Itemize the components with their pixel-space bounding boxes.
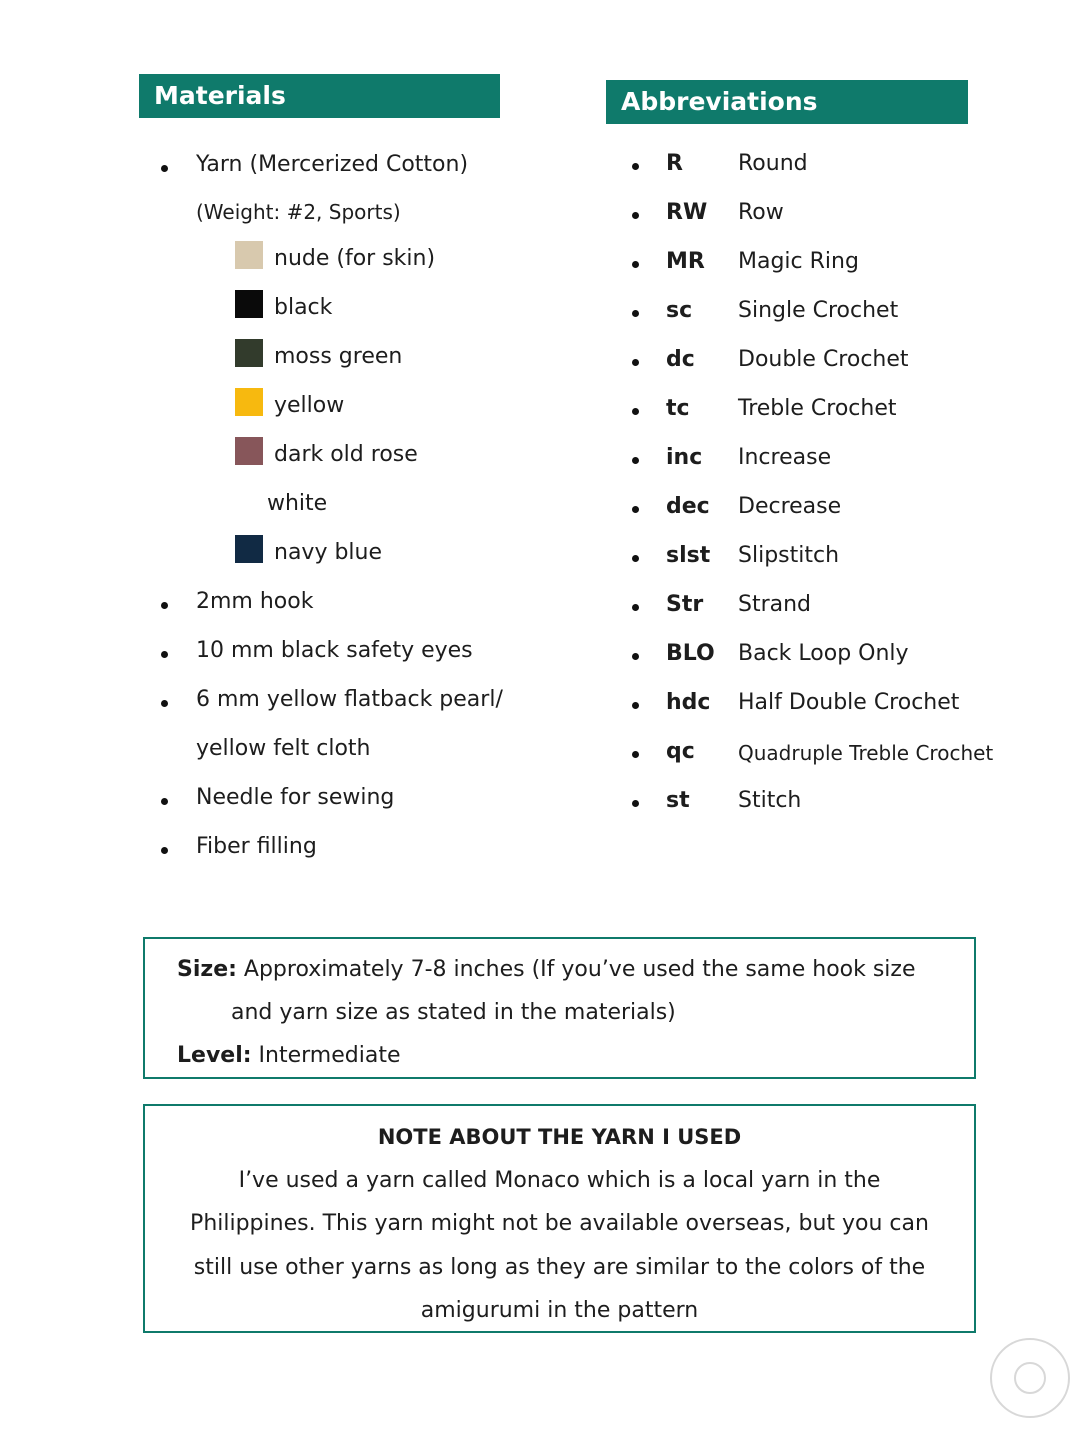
- eyes-item: 10 mm black safety eyes: [196, 638, 473, 663]
- bullet-icon: [632, 506, 639, 513]
- pearl-item-cont: yellow felt cloth: [196, 736, 371, 761]
- color-name: nude (for skin): [274, 246, 436, 271]
- bullet-icon: [632, 800, 639, 807]
- bullet-icon: [632, 261, 639, 268]
- abbreviation-meaning: Quadruple Treble Crochet: [738, 741, 994, 765]
- bullet-icon: [632, 604, 639, 611]
- abbreviation-code: Str: [666, 592, 704, 617]
- bullet-icon: [161, 651, 168, 658]
- abbreviation-meaning: Decrease: [738, 494, 842, 519]
- color-name: yellow: [274, 393, 345, 418]
- yarn-label: Yarn (Mercerized Cotton): [196, 152, 469, 177]
- abbreviation-meaning: Round: [738, 151, 808, 176]
- color-swatch: [235, 486, 263, 514]
- level-label: Level:: [177, 1043, 252, 1068]
- bullet-icon: [632, 212, 639, 219]
- note-line: amigurumi in the pattern: [420, 1298, 699, 1323]
- note-line: I’ve used a yarn called Monaco which is a local yarn in the: [238, 1168, 881, 1193]
- color-name: navy blue: [274, 540, 383, 565]
- bullet-icon: [632, 310, 639, 317]
- color-swatch: [235, 241, 263, 269]
- color-name: black: [274, 295, 333, 320]
- abbreviation-meaning: Half Double Crochet: [738, 690, 960, 715]
- abbreviation-meaning: Stitch: [738, 788, 802, 813]
- bullet-icon: [161, 847, 168, 854]
- color-swatch: [235, 290, 263, 318]
- abbreviation-meaning: Slipstitch: [738, 543, 840, 568]
- abbreviation-code: qc: [666, 739, 695, 764]
- bullet-icon: [161, 798, 168, 805]
- needle-item: Needle for sewing: [196, 785, 395, 810]
- abbreviation-code: st: [666, 788, 690, 813]
- abbreviation-meaning: Increase: [738, 445, 832, 470]
- abbreviation-meaning: Single Crochet: [738, 298, 899, 323]
- size-value: Approximately 7-8 inches (If you’ve used the same hook size: [236, 957, 916, 982]
- bullet-icon: [632, 408, 639, 415]
- bullet-icon: [632, 555, 639, 562]
- abbreviation-meaning: Strand: [738, 592, 812, 617]
- abbreviation-code: sc: [666, 298, 693, 323]
- color-name: dark old rose: [274, 442, 418, 467]
- stamp-inner-icon: [1014, 1362, 1046, 1394]
- bullet-icon: [632, 702, 639, 709]
- size-level-box: [143, 937, 976, 1079]
- abbreviation-meaning: Magic Ring: [738, 249, 859, 274]
- abbreviation-code: slst: [666, 543, 711, 568]
- abbreviation-code: R: [666, 151, 683, 176]
- abbreviation-meaning: Row: [738, 200, 784, 225]
- note-title: NOTE ABOUT THE YARN I USED: [377, 1125, 742, 1149]
- size-line: [177, 957, 916, 982]
- mushroom-stamp-icon: [990, 1338, 1070, 1418]
- bullet-icon: [161, 700, 168, 707]
- filling-item: Fiber filling: [196, 834, 317, 859]
- abbreviation-meaning: Treble Crochet: [738, 396, 897, 421]
- color-name: moss green: [274, 344, 403, 369]
- color-swatch: [235, 437, 263, 465]
- abbreviations-header: Abbreviations: [606, 80, 968, 124]
- note-box: [143, 1104, 976, 1333]
- size-label: Size:: [177, 957, 237, 982]
- color-swatch: [235, 339, 263, 367]
- abbreviation-code: RW: [666, 200, 708, 225]
- color-swatch: [235, 535, 263, 563]
- note-line: still use other yarns as long as they are similar to the colors of the: [193, 1255, 926, 1280]
- size-line-cont: and yarn size as stated in the materials): [231, 1000, 676, 1025]
- abbreviation-code: MR: [666, 249, 705, 274]
- yarn-weight: (Weight: #2, Sports): [196, 200, 401, 224]
- materials-header: Materials: [139, 74, 500, 118]
- bullet-icon: [161, 602, 168, 609]
- color-swatch: [235, 388, 263, 416]
- abbreviation-meaning: Double Crochet: [738, 347, 909, 372]
- abbreviation-code: dec: [666, 494, 710, 519]
- level-value: Intermediate: [251, 1043, 401, 1068]
- color-name: white: [267, 491, 328, 516]
- bullet-icon: [161, 165, 168, 172]
- abbreviation-code: inc: [666, 445, 703, 470]
- abbreviation-code: tc: [666, 396, 690, 421]
- bullet-icon: [632, 457, 639, 464]
- abbreviation-meaning: Back Loop Only: [738, 641, 909, 666]
- abbreviation-code: BLO: [666, 641, 715, 666]
- bullet-icon: [632, 359, 639, 366]
- level-line: [177, 1043, 400, 1068]
- hook-item: 2mm hook: [196, 589, 314, 614]
- pearl-item: 6 mm yellow flatback pearl/: [196, 687, 503, 712]
- bullet-icon: [632, 163, 639, 170]
- bullet-icon: [632, 653, 639, 660]
- bullet-icon: [632, 751, 639, 758]
- abbreviation-code: hdc: [666, 690, 711, 715]
- abbreviation-code: dc: [666, 347, 695, 372]
- note-line: Philippines. This yarn might not be available overseas, but you can: [190, 1211, 929, 1236]
